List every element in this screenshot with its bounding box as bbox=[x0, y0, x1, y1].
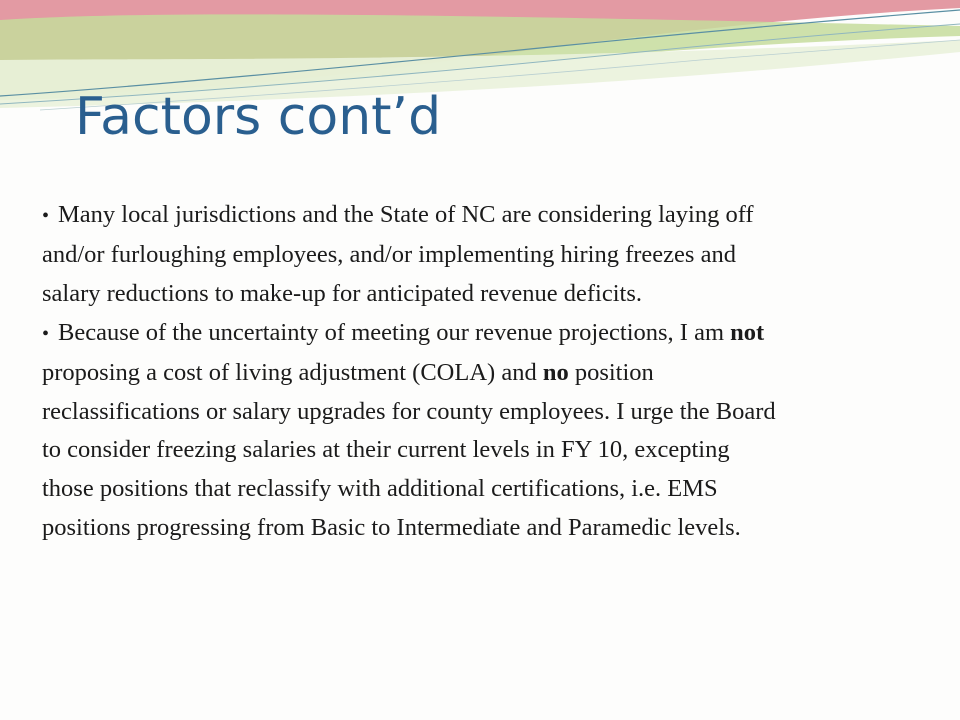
slide-body bbox=[42, 196, 782, 548]
bullet-icon: • bbox=[42, 322, 50, 345]
bullet-icon: • bbox=[42, 205, 50, 227]
bullet-2-emphasis-no: no bbox=[542, 358, 569, 386]
bullet-2-text-part-2: proposing a cost of living adjustment (COLA) and bbox=[42, 358, 543, 386]
bullet-2-emphasis-not: not bbox=[730, 318, 765, 346]
slide-title: Factors cont’d bbox=[75, 87, 442, 147]
bullet-2-text-part-3: position reclassifications or salary upgrades for county employees. I urge the Board to consider freezing salaries at their current levels in FY 10, excepting those positions that reclassify with additional certifications, i.e. EMS positions progressing from Basic to Intermediate and Paramedic levels. bbox=[42, 358, 776, 542]
bullet-item-1 bbox=[42, 196, 782, 314]
bullet-item-2 bbox=[42, 314, 782, 548]
bullet-2-text-part-1: Because of the uncertainty of meeting our revenue projections, I am bbox=[58, 318, 731, 346]
bullet-1-text: Many local jurisdictions and the State of NC are considering laying off and/or furloughing employees, and/or implementing hiring freezes and salary reductions to make-up for anticipated revenue deficits. bbox=[42, 201, 754, 307]
